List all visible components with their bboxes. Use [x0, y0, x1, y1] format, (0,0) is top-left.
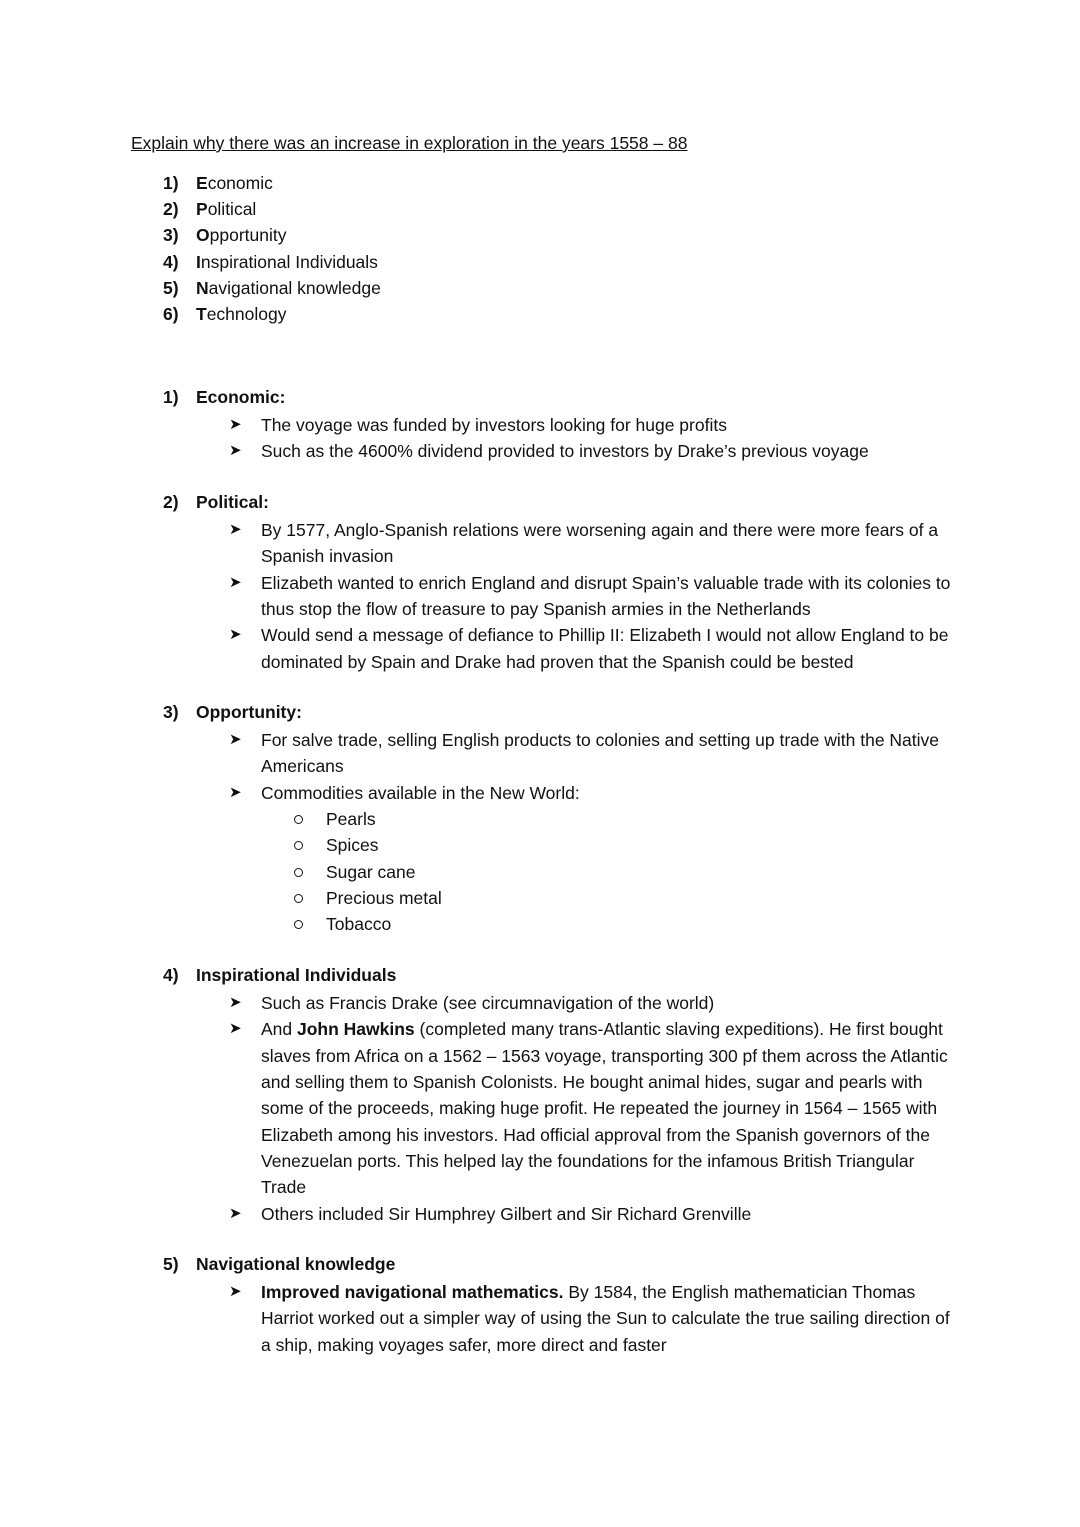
section-heading: 4) Inspirational Individuals: [163, 965, 397, 985]
arrow-bullet-icon: ➤: [229, 626, 242, 644]
section-heading: 5) Navigational knowledge: [163, 1254, 396, 1274]
arrow-bullet-icon: ➤: [229, 731, 242, 749]
section-heading: 3) Opportunity:: [163, 702, 302, 722]
outline-item: 6) Technology: [163, 303, 287, 324]
section-economic: [163, 386, 963, 465]
arrow-bullet-icon: ➤: [229, 573, 242, 591]
circle-bullet-icon: [294, 841, 303, 850]
commodity-item: Tobacco: [326, 911, 963, 937]
bullet-list: [163, 1279, 963, 1358]
outline-item: 2) Political: [163, 199, 257, 220]
arrow-bullet-icon: ➤: [229, 1204, 242, 1222]
bullet-item: ➤ Others included Sir Humphrey Gilbert and Sir Richard Grenville: [261, 1201, 963, 1227]
arrow-bullet-icon: ➤: [229, 442, 242, 460]
commodity-list: [261, 806, 963, 937]
bold-phrase: Improved navigational mathematics.: [261, 1282, 564, 1303]
commodity-item: Spices: [326, 832, 963, 858]
bullet-list: [163, 517, 963, 675]
bullet-item: ➤ Such as the 4600% dividend provided to investors by Drake’s previous voyage: [261, 438, 963, 464]
outline-item: 3) Opportunity: [163, 225, 287, 246]
bullet-item: ➤ Improved navigational mathematics. By 1584, the English mathematician Thomas Harriot worked out a simpler way of using the Sun to calculate the true sailing direction of a ship, making voyages safer, more direct and faster: [261, 1279, 963, 1358]
circle-bullet-icon: [294, 868, 303, 877]
outline-item: 5) Navigational knowledge: [163, 277, 381, 298]
bullet-item: ➤ By 1577, Anglo-Spanish relations were worsening again and there were more fears of a Spanish invasion: [261, 517, 963, 570]
outline-item: 4) Inspirational Individuals: [163, 251, 378, 272]
bullet-item: ➤ Would send a message of defiance to Phillip II: Elizabeth I would not allow England to be dominated by Spain and Drake had proven that the Spanish could be bested: [261, 622, 963, 675]
commodity-item: Pearls: [326, 806, 963, 832]
section-inspirational-individuals: [163, 964, 963, 1227]
section-navigational-knowledge: [163, 1253, 963, 1358]
john-hawkins-name: John Hawkins: [297, 1019, 415, 1040]
section-heading: 1) Economic:: [163, 387, 286, 407]
bullet-item: ➤ Commodities available in the New World: Pearls Spices Sugar cane Precious metal Tobacco: [261, 780, 963, 938]
arrow-bullet-icon: ➤: [229, 1020, 242, 1038]
section-opportunity: [163, 701, 963, 938]
bullet-item: ➤ Such as Francis Drake (see circumnavigation of the world): [261, 990, 963, 1016]
bullet-item: ➤ The voyage was funded by investors looking for huge profits: [261, 412, 963, 438]
bullet-item: ➤ And John Hawkins (completed many trans-Atlantic slaving expeditions). He first bought slaves from Africa on a 1562 – 1563 voyage, transporting 300 pf them across the Atlantic and selling them to Spanish Colonists. He bought animal hides, sugar and pearls with some of the proceeds, making huge profit. He repeated the journey in 1564 – 1565 with Elizabeth among his investors. Had official approval from the Spanish governors of the Venezuelan ports. This helped lay the foundations for the infamous British Triangular Trade: [261, 1016, 963, 1200]
section-heading: 2) Political:: [163, 492, 269, 512]
page-title: Explain why there was an increase in exploration in the years 1558 – 88: [131, 133, 688, 153]
bullet-list: [163, 990, 963, 1227]
bullet-item: ➤ For salve trade, selling English products to colonies and setting up trade with the Native Americans: [261, 727, 963, 780]
section-political: [163, 491, 963, 675]
arrow-bullet-icon: ➤: [229, 416, 242, 434]
commodity-item: Sugar cane: [326, 859, 963, 885]
bullet-item: ➤ Elizabeth wanted to enrich England and disrupt Spain’s valuable trade with its colonies to thus stop the flow of treasure to pay Spanish armies in the Netherlands: [261, 570, 963, 623]
circle-bullet-icon: [294, 894, 303, 903]
arrow-bullet-icon: ➤: [229, 783, 242, 801]
arrow-bullet-icon: ➤: [229, 994, 242, 1012]
bullet-list: [163, 727, 963, 937]
arrow-bullet-icon: ➤: [229, 1283, 242, 1301]
outline-list: [163, 172, 381, 329]
outline-item: 1) Economic: [163, 173, 273, 193]
circle-bullet-icon: [294, 920, 303, 929]
circle-bullet-icon: [294, 815, 303, 824]
arrow-bullet-icon: ➤: [229, 521, 242, 539]
commodity-item: Precious metal: [326, 885, 963, 911]
bullet-list: [163, 412, 963, 465]
